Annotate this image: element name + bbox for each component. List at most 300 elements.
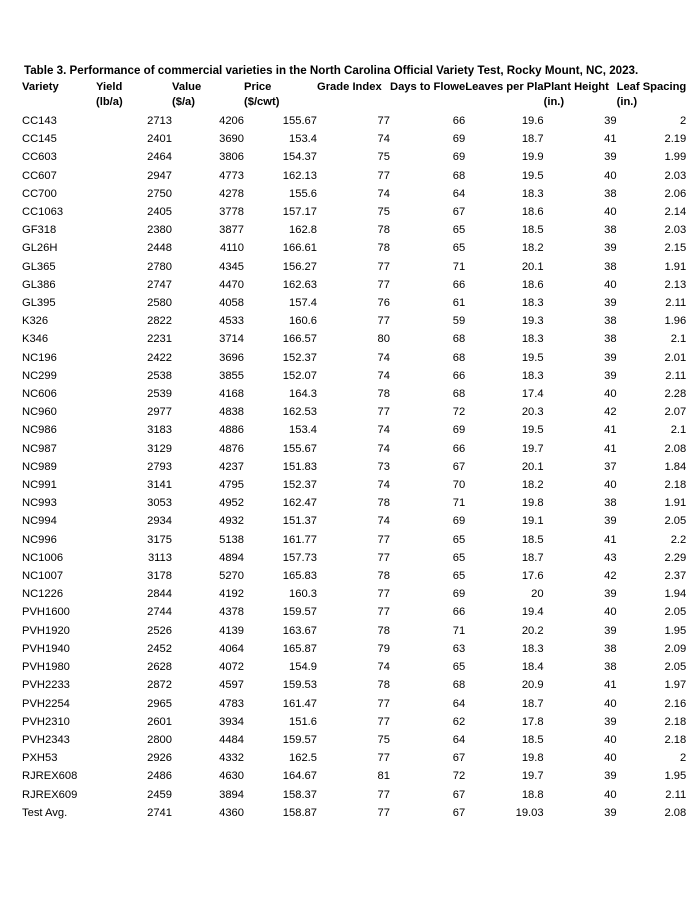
cell-grade-index: 77	[377, 406, 390, 419]
cell-price: 155.67	[282, 115, 317, 127]
cell-leaves-per-plant: 19.8	[521, 497, 544, 510]
cell-grade-index: 77	[377, 715, 390, 728]
cell-variety: RJREX608	[22, 770, 78, 783]
cell-days-to-flower: 68	[452, 388, 466, 401]
table-row	[22, 458, 686, 476]
cell-leaf-spacing: 2.09	[664, 642, 687, 655]
cell-variety: CC145	[22, 133, 57, 146]
cell-plant-height: 41	[604, 442, 617, 455]
cell-value: 5270	[219, 570, 244, 583]
cell-plant-height: 40	[604, 479, 617, 492]
cell-variety: PVH1940	[22, 642, 70, 655]
table-row	[22, 330, 686, 348]
cell-yield: 2713	[147, 115, 172, 127]
cell-value: 4206	[219, 115, 244, 127]
cell-plant-height: 39	[604, 806, 617, 819]
table-row	[22, 349, 686, 367]
cell-yield: 2526	[147, 624, 172, 637]
cell-days-to-flower: 69	[452, 151, 466, 164]
cell-leaf-spacing: 2.08	[664, 442, 687, 455]
cell-price: 154.9	[289, 661, 317, 674]
cell-leaves-per-plant: 18.2	[521, 242, 544, 255]
cell-plant-height: 42	[604, 570, 617, 583]
cell-price: 166.61	[282, 242, 317, 255]
cell-grade-index: 77	[377, 697, 390, 710]
cell-variety: CC1063	[22, 206, 64, 219]
cell-value: 3806	[219, 151, 244, 164]
cell-value: 4278	[219, 187, 244, 200]
cell-leaves-per-plant: 18.7	[521, 697, 544, 710]
cell-yield: 2231	[147, 333, 172, 346]
cell-days-to-flower: 67	[452, 806, 466, 819]
cell-price: 162.53	[282, 406, 317, 419]
cell-leaves-per-plant: 17.4	[521, 388, 544, 401]
cell-plant-height: 38	[604, 497, 617, 510]
cell-grade-index: 78	[377, 388, 390, 401]
cell-plant-height: 38	[604, 315, 617, 328]
cell-leaf-spacing: 2	[680, 752, 687, 765]
cell-grade-index: 76	[377, 297, 390, 310]
cell-leaf-spacing: 2.14	[664, 206, 687, 219]
cell-days-to-flower: 61	[452, 297, 466, 310]
cell-leaf-spacing: 2.1	[670, 333, 687, 346]
cell-plant-height: 37	[604, 460, 617, 473]
cell-leaf-spacing: 2.05	[664, 661, 687, 674]
cell-variety: GL26H	[22, 242, 58, 255]
cell-days-to-flower: 71	[452, 624, 466, 637]
cell-variety: NC994	[22, 515, 57, 528]
cell-variety: PXH53	[22, 752, 58, 765]
cell-price: 152.07	[282, 369, 317, 382]
cell-leaf-spacing: 2.1	[670, 424, 687, 437]
cell-leaf-spacing: 2.19	[664, 133, 687, 146]
cell-variety: PVH1600	[22, 606, 70, 619]
cell-leaves-per-plant: 18.3	[521, 642, 544, 655]
cell-variety: CC607	[22, 169, 57, 182]
cell-yield: 2926	[147, 752, 172, 765]
cell-days-to-flower: 64	[452, 697, 466, 710]
cell-leaf-spacing: 2.15	[664, 242, 687, 255]
cell-grade-index: 81	[377, 770, 390, 783]
cell-leaves-per-plant: 18.6	[521, 278, 544, 291]
cell-plant-height: 40	[604, 733, 617, 746]
cell-leaves-per-plant: 19.03	[515, 806, 544, 819]
table-row	[22, 658, 686, 676]
cell-leaves-per-plant: 19.5	[521, 424, 544, 437]
cell-price: 151.37	[282, 515, 317, 528]
cell-yield: 3053	[147, 497, 172, 510]
cell-leaf-spacing: 2.11	[665, 297, 687, 310]
cell-leaves-per-plant: 18.3	[521, 333, 544, 346]
cell-plant-height: 39	[604, 351, 617, 364]
table-row	[22, 585, 686, 603]
cell-grade-index: 79	[377, 642, 390, 655]
cell-plant-height: 40	[604, 606, 617, 619]
cell-leaves-per-plant: 18.3	[521, 369, 544, 382]
cell-yield: 2380	[147, 224, 172, 237]
cell-days-to-flower: 71	[452, 260, 466, 273]
cell-value: 4168	[219, 388, 244, 401]
cell-plant-height: 40	[604, 788, 617, 801]
cell-days-to-flower: 69	[452, 424, 466, 437]
cell-plant-height: 39	[604, 369, 617, 382]
cell-price: 164.3	[289, 388, 317, 401]
cell-yield: 2459	[147, 788, 172, 801]
cell-days-to-flower: 68	[452, 169, 466, 182]
cell-days-to-flower: 65	[452, 533, 466, 546]
cell-leaves-per-plant: 20.1	[521, 460, 544, 473]
cell-leaves-per-plant: 19.5	[521, 351, 544, 364]
cell-value: 4192	[219, 588, 244, 601]
cell-leaves-per-plant: 20.1	[521, 260, 544, 273]
cell-variety: NC987	[22, 442, 57, 455]
cell-grade-index: 75	[377, 206, 390, 219]
cell-leaf-spacing: 2.07	[664, 406, 687, 419]
cell-price: 153.4	[289, 424, 317, 437]
cell-yield: 3141	[147, 479, 172, 492]
cell-yield: 2744	[147, 606, 172, 619]
cell-price: 163.67	[282, 624, 317, 637]
cell-days-to-flower: 66	[452, 442, 466, 455]
cell-value: 4795	[219, 479, 244, 492]
cell-leaves-per-plant: 18.7	[521, 133, 544, 146]
cell-plant-height: 39	[604, 115, 617, 127]
header-variety: Variety	[22, 81, 59, 93]
cell-value: 4139	[219, 624, 244, 637]
cell-leaf-spacing: 2.03	[664, 224, 687, 237]
cell-value: 4783	[219, 697, 244, 710]
cell-price: 164.67	[282, 770, 317, 783]
cell-plant-height: 39	[604, 297, 617, 310]
cell-leaf-spacing: 1.91	[664, 260, 687, 273]
cell-grade-index: 74	[377, 133, 390, 146]
cell-days-to-flower: 65	[452, 224, 466, 237]
cell-grade-index: 74	[377, 661, 390, 674]
cell-days-to-flower: 67	[452, 206, 466, 219]
cell-grade-index: 74	[377, 442, 390, 455]
cell-plant-height: 39	[604, 624, 617, 637]
cell-leaves-per-plant: 17.8	[521, 715, 544, 728]
cell-leaves-per-plant: 18.5	[521, 224, 544, 237]
cell-grade-index: 78	[377, 224, 390, 237]
cell-variety: RJREX609	[22, 788, 78, 801]
cell-price: 157.73	[282, 551, 317, 564]
cell-grade-index: 80	[377, 333, 390, 346]
cell-price: 154.37	[282, 151, 317, 164]
cell-days-to-flower: 65	[452, 242, 466, 255]
cell-leaf-spacing: 2.37	[664, 570, 687, 583]
cell-days-to-flower: 68	[452, 679, 466, 692]
header-price: Price ($/cwt)	[244, 81, 280, 108]
cell-leaf-spacing: 2.05	[664, 606, 687, 619]
cell-days-to-flower: 63	[452, 642, 466, 655]
cell-days-to-flower: 69	[452, 515, 466, 528]
cell-price: 155.67	[282, 442, 317, 455]
cell-grade-index: 74	[377, 369, 390, 382]
cell-variety: NC1226	[22, 588, 64, 601]
table-row	[22, 148, 686, 166]
cell-variety: PVH2343	[22, 733, 70, 746]
header-row	[22, 80, 686, 112]
cell-yield: 2750	[147, 187, 172, 200]
cell-variety: PVH2310	[22, 715, 70, 728]
cell-value: 4886	[219, 424, 244, 437]
cell-yield: 2741	[147, 806, 172, 819]
cell-grade-index: 74	[377, 351, 390, 364]
cell-yield: 2800	[147, 733, 172, 746]
cell-leaf-spacing: 2.29	[664, 551, 687, 564]
cell-grade-index: 77	[377, 752, 390, 765]
cell-plant-height: 41	[604, 533, 617, 546]
cell-leaves-per-plant: 18.5	[521, 533, 544, 546]
cell-days-to-flower: 68	[452, 333, 466, 346]
header-grade-index: Grade Index	[317, 81, 382, 93]
cell-days-to-flower: 66	[452, 278, 466, 291]
cell-days-to-flower: 68	[452, 351, 466, 364]
cell-plant-height: 38	[604, 260, 617, 273]
cell-plant-height: 39	[604, 715, 617, 728]
cell-price: 162.47	[282, 497, 317, 510]
cell-yield: 2780	[147, 260, 172, 273]
cell-leaves-per-plant: 18.2	[521, 479, 544, 492]
table-row	[22, 713, 686, 731]
cell-value: 3855	[219, 369, 244, 382]
cell-grade-index: 77	[377, 551, 390, 564]
cell-plant-height: 40	[604, 278, 617, 291]
cell-leaves-per-plant: 19.5	[521, 169, 544, 182]
cell-value: 3778	[219, 206, 244, 219]
table-body	[22, 112, 686, 822]
cell-leaf-spacing: 2.08	[664, 806, 687, 819]
cell-grade-index: 77	[377, 115, 390, 127]
cell-yield: 2965	[147, 697, 172, 710]
cell-leaf-spacing: 1.94	[664, 588, 687, 601]
cell-grade-index: 77	[377, 315, 390, 328]
cell-yield: 2448	[147, 242, 172, 255]
cell-price: 166.57	[282, 333, 317, 346]
cell-days-to-flower: 66	[452, 369, 466, 382]
table-row	[22, 294, 686, 312]
header-leaf-spacing: Leaf Spacing (in.)	[616, 81, 687, 108]
table-row	[22, 531, 686, 549]
cell-value: 4533	[219, 315, 244, 328]
cell-value: 4064	[219, 642, 244, 655]
cell-value: 3877	[219, 224, 244, 237]
cell-variety: NC996	[22, 533, 57, 546]
cell-grade-index: 78	[377, 624, 390, 637]
cell-price: 158.37	[282, 788, 317, 801]
cell-leaves-per-plant: 18.5	[521, 733, 544, 746]
cell-value: 4952	[219, 497, 244, 510]
table-row	[22, 603, 686, 621]
cell-price: 153.4	[289, 133, 317, 146]
cell-yield: 2822	[147, 315, 172, 328]
cell-leaf-spacing: 2.18	[664, 479, 687, 492]
cell-grade-index: 77	[377, 606, 390, 619]
cell-leaves-per-plant: 20.2	[521, 624, 544, 637]
cell-variety: Test Avg.	[22, 806, 68, 819]
cell-yield: 2947	[147, 169, 172, 182]
cell-price: 152.37	[282, 351, 317, 364]
cell-grade-index: 77	[377, 788, 390, 801]
table-row	[22, 312, 686, 330]
cell-variety: PVH2254	[22, 697, 70, 710]
table-row	[22, 695, 686, 713]
cell-grade-index: 75	[377, 733, 390, 746]
cell-grade-index: 77	[377, 533, 390, 546]
cell-grade-index: 77	[377, 260, 390, 273]
cell-days-to-flower: 65	[452, 661, 466, 674]
cell-value: 4932	[219, 515, 244, 528]
cell-price: 158.87	[282, 806, 317, 819]
cell-variety: NC993	[22, 497, 57, 510]
cell-leaves-per-plant: 18.7	[521, 551, 544, 564]
cell-yield: 2601	[147, 715, 172, 728]
table-row	[22, 403, 686, 421]
cell-grade-index: 77	[377, 588, 390, 601]
cell-yield: 2977	[147, 406, 172, 419]
cell-value: 4058	[219, 297, 244, 310]
cell-grade-index: 74	[377, 515, 390, 528]
cell-plant-height: 40	[604, 388, 617, 401]
header-plant-height: Plant Height (in.)	[543, 81, 609, 108]
cell-leaves-per-plant: 20	[531, 588, 544, 601]
cell-price: 162.5	[289, 752, 317, 765]
cell-leaves-per-plant: 18.6	[521, 206, 544, 219]
cell-plant-height: 39	[604, 770, 617, 783]
cell-yield: 3113	[147, 551, 172, 564]
cell-plant-height: 38	[604, 642, 617, 655]
cell-plant-height: 41	[604, 133, 617, 146]
cell-yield: 2539	[147, 388, 172, 401]
cell-price: 162.63	[282, 278, 317, 291]
cell-variety: PVH1980	[22, 661, 70, 674]
cell-variety: NC989	[22, 460, 57, 473]
cell-plant-height: 42	[604, 406, 617, 419]
cell-leaf-spacing: 2.18	[664, 715, 687, 728]
cell-yield: 3129	[147, 442, 172, 455]
cell-leaves-per-plant: 19.3	[521, 315, 544, 328]
cell-leaves-per-plant: 19.9	[521, 151, 544, 164]
cell-variety: GL395	[22, 297, 56, 310]
cell-price: 156.27	[282, 260, 317, 273]
cell-value: 4773	[219, 169, 244, 182]
cell-yield: 2486	[147, 770, 172, 783]
cell-yield: 2464	[147, 151, 172, 164]
cell-leaves-per-plant: 19.4	[521, 606, 544, 619]
cell-price: 165.87	[282, 642, 317, 655]
cell-leaves-per-plant: 19.7	[521, 442, 544, 455]
cell-yield: 3183	[147, 424, 172, 437]
cell-leaf-spacing: 1.91	[664, 497, 687, 510]
cell-days-to-flower: 67	[452, 788, 466, 801]
cell-leaves-per-plant: 20.3	[521, 406, 544, 419]
cell-yield: 2872	[147, 679, 172, 692]
table-row	[22, 112, 686, 130]
cell-leaves-per-plant: 18.8	[521, 788, 544, 801]
cell-value: 4345	[219, 260, 244, 273]
cell-yield: 2793	[147, 460, 172, 473]
cell-grade-index: 77	[377, 806, 390, 819]
table-row	[22, 476, 686, 494]
table-row	[22, 731, 686, 749]
cell-plant-height: 43	[604, 551, 617, 564]
cell-leaf-spacing: 1.99	[664, 151, 687, 164]
table-row	[22, 640, 686, 658]
cell-value: 3894	[219, 788, 244, 801]
cell-grade-index: 78	[377, 570, 390, 583]
cell-days-to-flower: 65	[452, 570, 466, 583]
cell-value: 3934	[219, 715, 244, 728]
cell-value: 3690	[219, 133, 244, 146]
cell-variety: GL365	[22, 260, 56, 273]
cell-days-to-flower: 64	[452, 733, 466, 746]
cell-variety: NC986	[22, 424, 57, 437]
cell-leaves-per-plant: 19.8	[521, 752, 544, 765]
cell-grade-index: 75	[377, 151, 390, 164]
table-row	[22, 130, 686, 148]
cell-days-to-flower: 72	[452, 770, 466, 783]
cell-plant-height: 39	[604, 515, 617, 528]
cell-value: 4894	[219, 551, 244, 564]
cell-value: 4072	[219, 661, 244, 674]
cell-price: 160.6	[289, 315, 317, 328]
cell-leaves-per-plant: 19.6	[521, 115, 544, 127]
cell-price: 162.13	[282, 169, 317, 182]
cell-days-to-flower: 69	[452, 133, 466, 146]
cell-days-to-flower: 66	[452, 606, 466, 619]
table-row	[22, 276, 686, 294]
cell-value: 4597	[219, 679, 244, 692]
cell-variety: NC991	[22, 479, 57, 492]
cell-leaf-spacing: 2.28	[664, 388, 687, 401]
header-days-to-flower: Days to Flowe	[390, 81, 466, 93]
cell-plant-height: 38	[604, 224, 617, 237]
table-row	[22, 622, 686, 640]
cell-variety: NC299	[22, 369, 57, 382]
table-row	[22, 221, 686, 239]
cell-value: 4838	[219, 406, 244, 419]
cell-value: 3714	[219, 333, 244, 346]
cell-yield: 2452	[147, 642, 172, 655]
cell-grade-index: 77	[377, 278, 390, 291]
cell-leaves-per-plant: 19.1	[521, 515, 544, 528]
cell-variety: GF318	[22, 224, 57, 237]
cell-leaf-spacing: 1.84	[664, 460, 687, 473]
cell-value: 4332	[219, 752, 244, 765]
header-yield: Yield (lb/a)	[96, 81, 123, 108]
table-row	[22, 804, 686, 822]
cell-leaves-per-plant: 19.7	[521, 770, 544, 783]
cell-plant-height: 39	[604, 588, 617, 601]
cell-yield: 3178	[147, 570, 172, 583]
cell-plant-height: 40	[604, 206, 617, 219]
cell-grade-index: 78	[377, 242, 390, 255]
cell-leaf-spacing: 1.96	[664, 315, 687, 328]
cell-leaf-spacing: 2.11	[665, 788, 687, 801]
cell-price: 161.77	[282, 533, 317, 546]
table-row	[22, 185, 686, 203]
cell-plant-height: 38	[604, 333, 617, 346]
cell-value: 5138	[219, 533, 244, 546]
cell-plant-height: 39	[604, 242, 617, 255]
cell-plant-height: 41	[604, 424, 617, 437]
cell-variety: K346	[22, 333, 49, 346]
cell-variety: NC1007	[22, 570, 64, 583]
cell-grade-index: 74	[377, 187, 390, 200]
cell-value: 4360	[219, 806, 244, 819]
table-row	[22, 676, 686, 694]
